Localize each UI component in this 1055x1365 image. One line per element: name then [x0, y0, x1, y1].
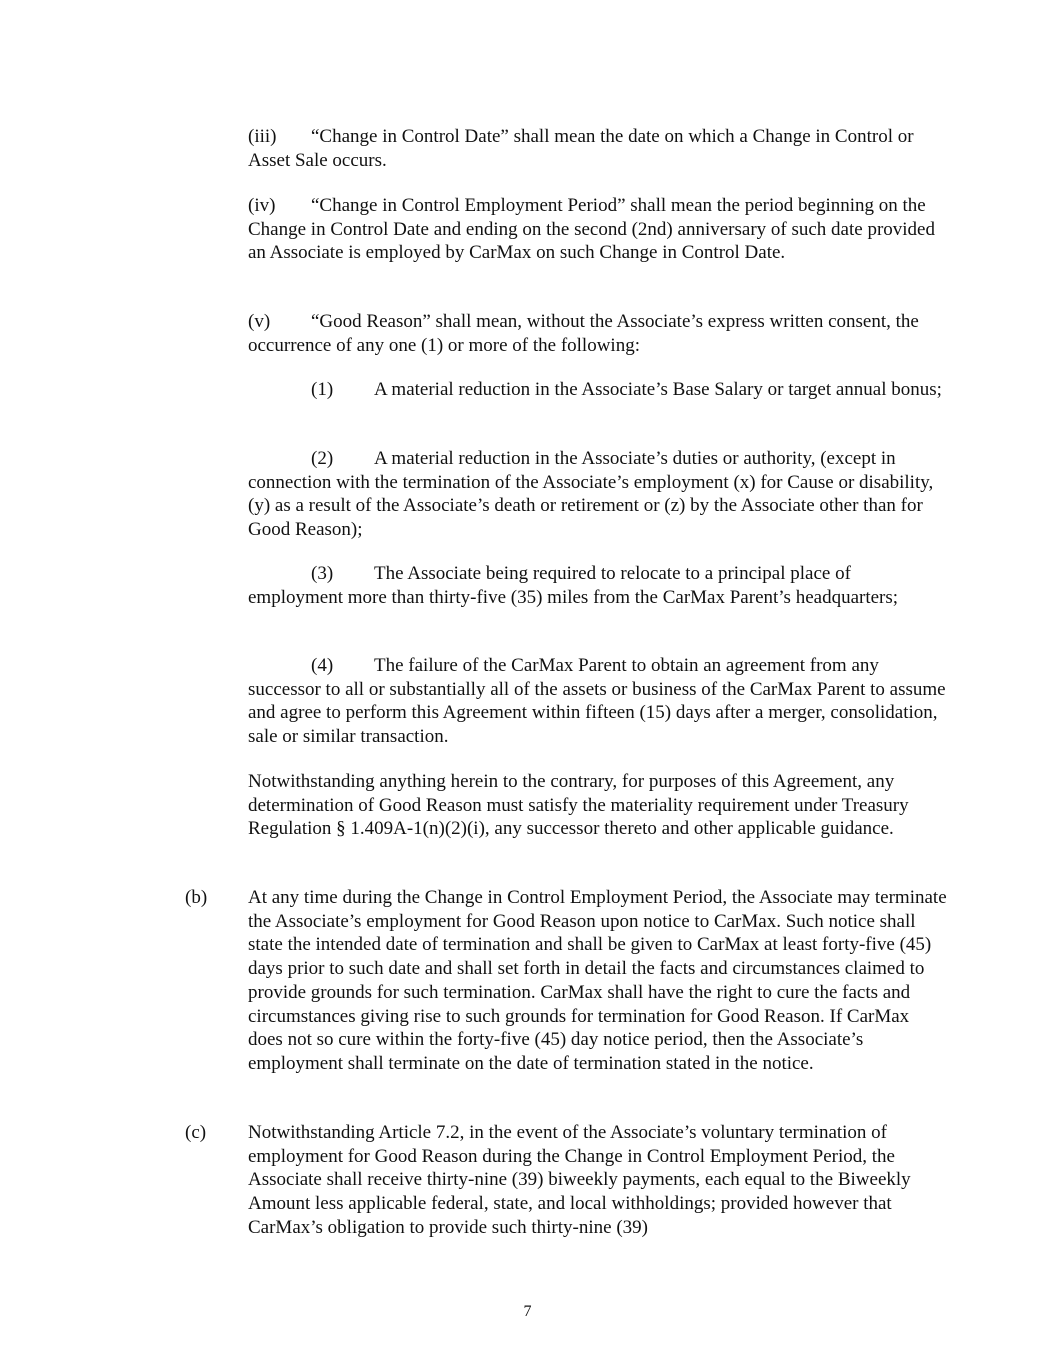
paragraph-label: (iv) — [248, 195, 276, 216]
paragraph-label: (iii) — [248, 126, 277, 147]
paragraph-label-c: (c) — [185, 1122, 207, 1143]
paragraph-iii — [248, 125, 948, 172]
paragraph-label: (4) — [311, 655, 334, 676]
paragraph-text: Notwithstanding anything herein to the contrary, for purposes of this Agreement, any determination of Good Reason must satisfy the materiality requirement under Treasury Regulation § 1.409A-1(n)(2)(i), any successor thereto and other applicable guidance. — [248, 771, 909, 840]
paragraph-iv — [248, 194, 948, 265]
paragraph-label-b: (b) — [185, 887, 208, 908]
paragraph-notwithstanding — [248, 770, 948, 841]
paragraph-label: (1) — [311, 379, 334, 400]
paragraph-b — [248, 886, 948, 1076]
paragraph-text: A material reduction in the Associate’s duties or authority, (except in connection with the termination of the Associate’s employment (x) for Cause or disability, (y) as a result of the Associate’s death or retirement or (z) by the Associate other than for Good Reason); — [248, 448, 934, 541]
paragraph-text: At any time during the Change in Control Employment Period, the Associate may terminate the Associate’s employment for Good Reason upon notice to CarMax. Such notice shall state the intended date of termination and shall be given to CarMax at least forty-five (45) days prior to such date and shall set forth in detail the facts and circumstances claimed to provide grounds for such termination. CarMax shall have the right to cure the facts and circumstances giving rise to such grounds for termination for Good Reason. If CarMax does not so cure within the forty-five (45) day notice period, then the Associate’s employment shall terminate on the date of termination stated in the notice. — [248, 887, 947, 1074]
paragraph-text: “Good Reason” shall mean, without the Associate’s express written consent, the occurrence of any one (1) or more of the following: — [248, 311, 919, 356]
paragraph-label: (3) — [311, 563, 334, 584]
indent-spacer — [248, 448, 311, 469]
paragraph-text: “Change in Control Date” shall mean the date on which a Change in Control or Asset Sale occurs. — [248, 126, 914, 171]
paragraph-c — [248, 1121, 948, 1240]
paragraph-v-4 — [248, 654, 948, 749]
paragraph-text: A material reduction in the Associate’s Base Salary or target annual bonus; — [374, 379, 942, 400]
paragraph-text: Notwithstanding Article 7.2, in the event of the Associate’s voluntary termination of employment for Good Reason during the Change in Control Employment Period, the Associate shall receive thirty-nine (39) biweekly payments, each equal to the Biweekly Amount less applicable federal, state, and local withholdings; provided however that CarMax’s obligation to provide such thirty-nine (39) — [248, 1122, 911, 1238]
paragraph-v-3 — [248, 562, 948, 609]
page-number: 7 — [523, 1303, 532, 1320]
paragraph-text: The failure of the CarMax Parent to obtain an agreement from any successor to all or substantially all of the assets or business of the CarMax Parent to assume and agree to perform this Agreement within fifteen (15) days after a merger, consolidation, sale or similar transaction. — [248, 655, 946, 748]
paragraph-v-2 — [248, 447, 948, 542]
paragraph-label: (v) — [248, 311, 271, 332]
indent-spacer — [248, 655, 311, 676]
paragraph-label: (2) — [311, 448, 334, 469]
indent-spacer — [248, 563, 311, 584]
paragraph-text: “Change in Control Employment Period” shall mean the period beginning on the Change in Control Date and ending on the second (2nd) anniversary of such date provided an Associate is employed by CarMax on such Change in Control Date. — [248, 195, 935, 264]
paragraph-v — [248, 310, 948, 357]
indent-spacer — [248, 379, 311, 400]
paragraph-v-1 — [248, 378, 948, 402]
paragraph-text: The Associate being required to relocate to a principal place of employment more than thirty-five (35) miles from the CarMax Parent’s headquarters; — [248, 563, 899, 608]
